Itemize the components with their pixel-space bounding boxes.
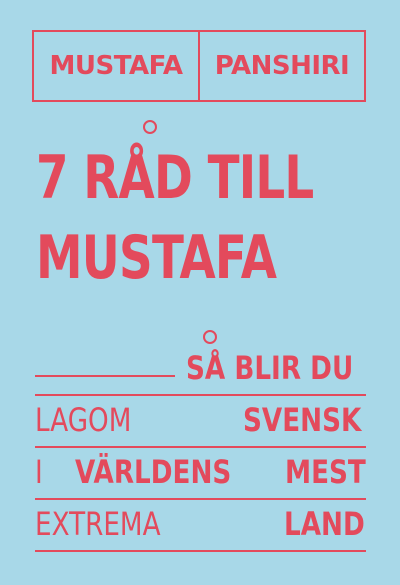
ring-icon <box>143 120 157 134</box>
subtitle-rule <box>35 375 175 377</box>
subtitle-rule <box>35 550 366 552</box>
subtitle-rule <box>35 446 366 448</box>
subtitle-word-land: LAND <box>284 505 365 543</box>
author-box <box>32 30 366 102</box>
author-last-name: PANSHIRI <box>214 51 350 81</box>
subtitle-word-i: I <box>35 453 43 491</box>
subtitle-word-svensk: SVENSK <box>243 401 362 439</box>
title-line-1: 7 RÅD TILL <box>36 143 314 213</box>
subtitle-word-varldens: VÄRLDENS <box>75 453 232 491</box>
subtitle-rule <box>35 498 366 500</box>
subtitle-line-1: SÅ BLIR DU <box>186 349 354 387</box>
title-line-2: MUSTAFA <box>36 223 277 293</box>
subtitle-word-lagom: LAGOM <box>35 401 132 439</box>
subtitle-word-mest: MEST <box>285 453 366 491</box>
ring-icon <box>203 330 217 344</box>
subtitle-word-extrema: EXTREMA <box>35 505 161 543</box>
author-first-name: MUSTAFA <box>49 51 183 81</box>
subtitle-rule <box>35 394 366 396</box>
